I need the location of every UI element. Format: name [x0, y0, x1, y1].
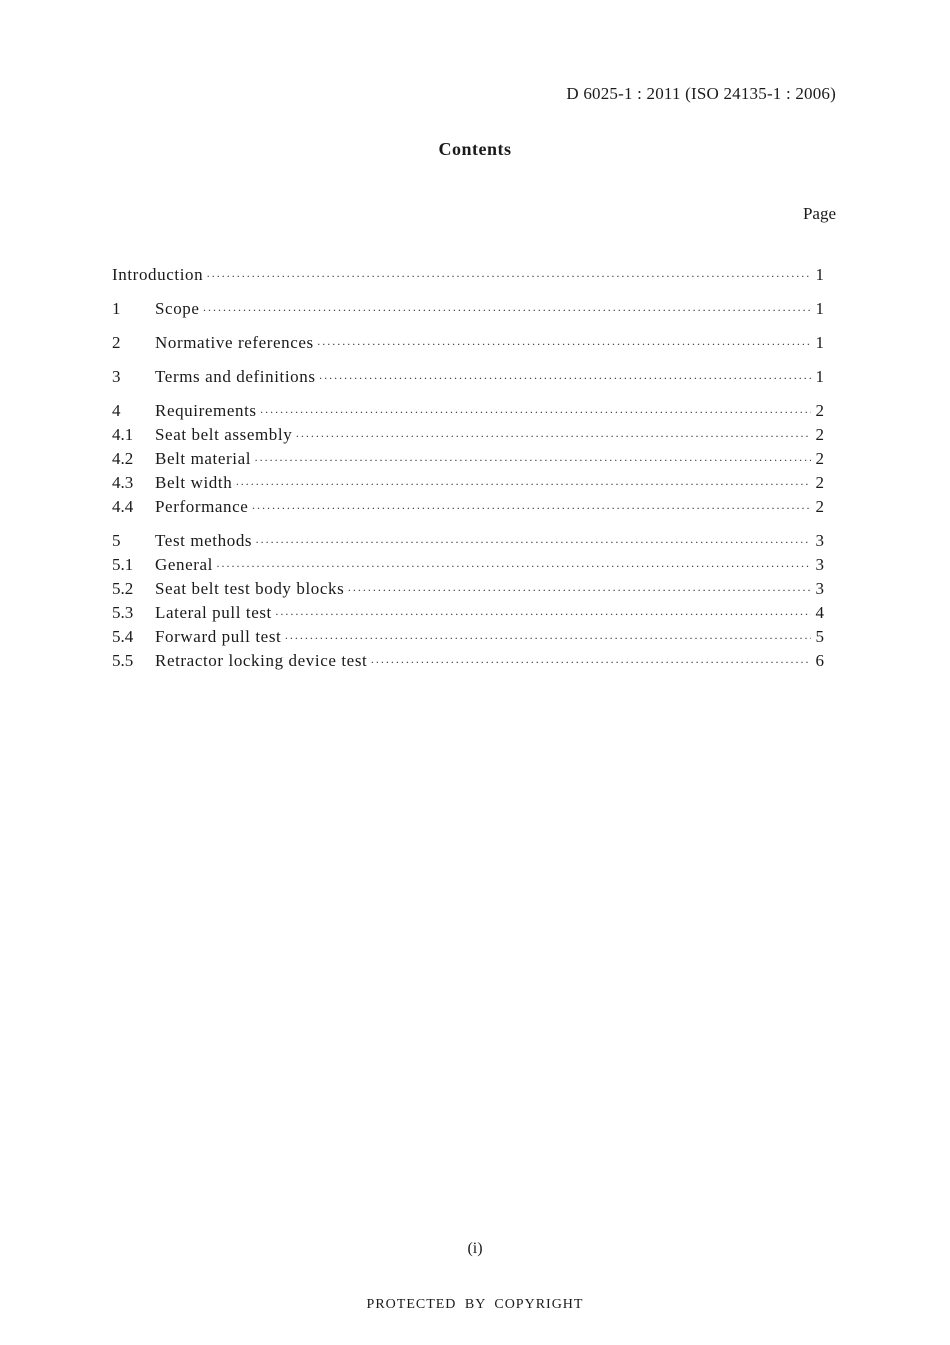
toc-entry-seat-belt-test-body-blocks[interactable] — [112, 579, 824, 603]
toc-entry-test-methods[interactable] — [112, 531, 824, 555]
dot-leader — [317, 337, 811, 352]
toc-entry-introduction[interactable] — [112, 265, 824, 289]
toc-entry-page: 1 — [815, 333, 824, 352]
toc-entry-label: Retractor locking device test — [155, 651, 368, 670]
toc-entry-number: 5.4 — [112, 627, 134, 646]
dot-leader — [370, 655, 811, 670]
toc-entry-label: Belt material — [155, 449, 252, 468]
toc-entry-page: 4 — [815, 603, 824, 622]
toc-entry-number: 5.2 — [112, 579, 134, 598]
toc-entry-number: 5.3 — [112, 603, 134, 622]
toc-entry-page: 3 — [815, 531, 824, 550]
dot-leader — [284, 631, 811, 646]
toc-entry-forward-pull-test[interactable] — [112, 627, 824, 651]
toc-entry-number: 4.1 — [112, 425, 134, 444]
toc-entry-lateral-pull-test[interactable] — [112, 603, 824, 627]
toc-entry-page: 2 — [815, 473, 824, 492]
toc-entry-label: Forward pull test — [155, 627, 282, 646]
toc-entry-page: 2 — [815, 449, 824, 468]
toc-entry-number: 4.3 — [112, 473, 134, 492]
toc-entry-number: 5.1 — [112, 555, 134, 574]
toc-entry-page: 1 — [815, 265, 824, 284]
dot-leader — [295, 429, 811, 444]
toc-entry-page: 2 — [815, 401, 824, 420]
toc-entry-label: Test methods — [155, 531, 253, 550]
toc-entry-number: 4 — [112, 401, 121, 420]
toc-entry-number: 4.2 — [112, 449, 134, 468]
dot-leader — [260, 405, 811, 420]
toc-entry-label: Scope — [155, 299, 200, 318]
dot-leader — [251, 501, 811, 516]
dot-leader — [275, 607, 811, 622]
toc-entry-label: Belt width — [155, 473, 233, 492]
toc-entry-performance[interactable] — [112, 497, 824, 521]
toc-entry-general[interactable] — [112, 555, 824, 579]
dot-leader — [319, 371, 811, 386]
dot-leader — [347, 583, 811, 598]
table-of-contents — [112, 265, 824, 675]
toc-entry-label: Seat belt assembly — [155, 425, 293, 444]
toc-entry-page: 2 — [815, 425, 824, 444]
toc-entry-number: 5 — [112, 531, 121, 550]
toc-entry-requirements[interactable] — [112, 401, 824, 425]
document-code: D 6025-1 : 2011 (ISO 24135-1 : 2006) — [566, 84, 836, 103]
toc-entry-number: 3 — [112, 367, 121, 386]
toc-entry-number: 5.5 — [112, 651, 134, 670]
toc-entry-page: 1 — [815, 299, 824, 318]
toc-entry-number: 1 — [112, 299, 121, 318]
toc-entry-label: Terms and definitions — [155, 367, 316, 386]
toc-entry-belt-material[interactable] — [112, 449, 824, 473]
toc-entry-belt-width[interactable] — [112, 473, 824, 497]
toc-entry-page: 2 — [815, 497, 824, 516]
toc-entry-page: 1 — [815, 367, 824, 386]
toc-entry-label: Lateral pull test — [155, 603, 272, 622]
toc-entry-retractor-locking-device-test[interactable] — [112, 651, 824, 675]
dot-leader — [235, 477, 811, 492]
page-column-label: Page — [802, 204, 836, 223]
dot-leader — [255, 535, 811, 550]
toc-entry-label: Performance — [155, 497, 249, 516]
toc-entry-page: 3 — [815, 555, 824, 574]
toc-entry-page: 3 — [815, 579, 824, 598]
dot-leader — [203, 303, 811, 318]
dot-leader — [254, 453, 811, 468]
toc-entry-scope[interactable] — [112, 299, 824, 323]
toc-entry-seat-belt-assembly[interactable] — [112, 425, 824, 449]
toc-entry-label: Requirements — [155, 401, 257, 420]
toc-entry-page: 5 — [815, 627, 824, 646]
toc-entry-number: 2 — [112, 333, 121, 352]
copyright-notice: PROTECTED BY COPYRIGHT — [366, 1297, 584, 1312]
toc-entry-terms-and-definitions[interactable] — [112, 367, 824, 391]
page-title: Contents — [438, 139, 512, 159]
toc-entry-number: 4.4 — [112, 497, 134, 516]
page-number: (i) — [467, 1240, 483, 1257]
toc-entry-normative-references[interactable] — [112, 333, 824, 357]
toc-entry-page: 6 — [815, 651, 824, 670]
dot-leader — [206, 269, 811, 284]
toc-entry-label: Introduction — [112, 265, 204, 284]
dot-leader — [216, 559, 811, 574]
toc-entry-label: General — [155, 555, 213, 574]
toc-entry-label: Normative references — [155, 333, 314, 352]
toc-entry-label: Seat belt test body blocks — [155, 579, 345, 598]
